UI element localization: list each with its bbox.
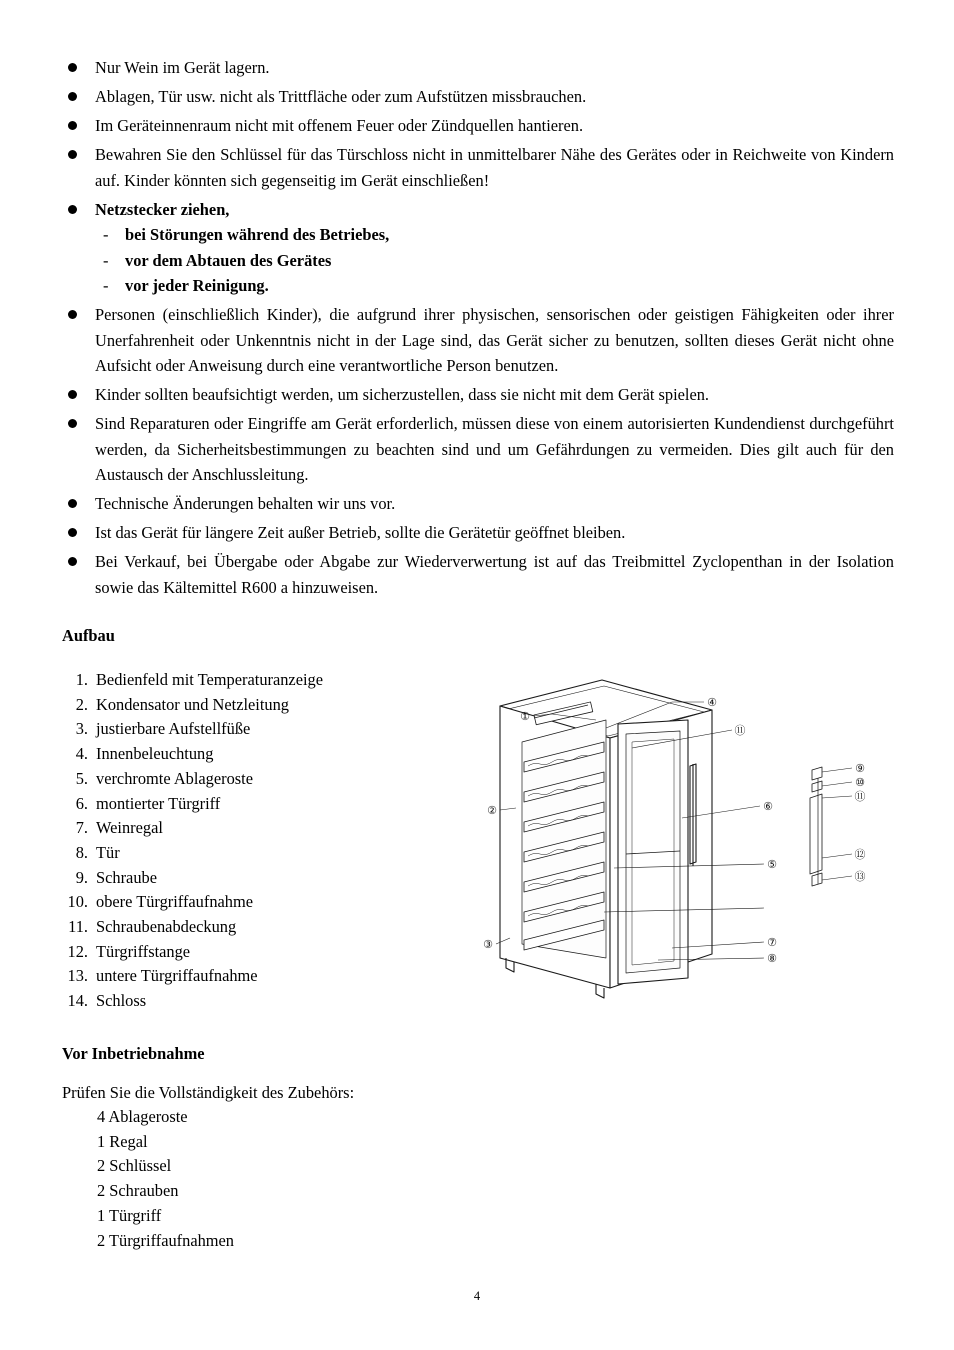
list-item (62, 792, 392, 817)
bullet-dot-icon (68, 499, 77, 508)
part-label: Türgriffstange (96, 941, 191, 961)
sub-list-item (95, 222, 894, 248)
page-number: 4 (473, 1289, 481, 1303)
part-label: Schraubenabdeckung (96, 917, 237, 937)
list-item (62, 693, 392, 718)
list-item (62, 113, 894, 139)
part-label: obere Türgriffaufnahme (96, 892, 254, 912)
list-item-text: Netzstecker ziehen, (95, 199, 230, 219)
callout-6: ⑥ (763, 801, 773, 813)
list-item (62, 940, 392, 965)
list-item (62, 816, 392, 841)
part-number: 11. (68, 917, 88, 937)
list-item: 1 Regal (97, 1131, 148, 1151)
netzstecker-sub-list (95, 222, 894, 299)
list-item-text: Bewahren Sie den Schlüssel für das Türschloss nicht in unmittelbarer Nähe des Gerätes oder in Reichweite von Kindern auf. Kinder könnten sich gegenseitig im Gerät einschließen! (95, 145, 894, 190)
callout-12: ⑫ (854, 849, 866, 861)
part-number: 3. (75, 719, 88, 739)
list-item (62, 55, 894, 81)
list-item: 2 Türgriffaufnahmen (97, 1230, 235, 1250)
list-item: 2 Schlüssel (97, 1156, 172, 1176)
list-item (62, 767, 392, 792)
bullet-dot-icon (68, 310, 77, 319)
part-number: 5. (75, 768, 88, 788)
list-item-text: Ablagen, Tür usw. nicht als Trittfläche oder zum Aufstützen missbrauchen. (95, 87, 587, 106)
callout-4: ④ (707, 697, 717, 709)
part-number: 10. (67, 892, 88, 912)
callout-11-right: ⑪ (854, 791, 866, 803)
bullet-dot-icon (68, 557, 77, 566)
bullet-dot-icon (68, 121, 77, 130)
list-item (62, 411, 894, 488)
list-item-text: Im Geräteinnenraum nicht mit offenem Feuer oder Zündquellen hantieren. (95, 116, 584, 135)
part-label: Innenbeleuchtung (96, 744, 214, 764)
accessories-list (62, 1105, 894, 1253)
list-item-text: Nur Wein im Gerät lagern. (95, 58, 270, 77)
callout-13: ⑬ (854, 871, 866, 883)
part-label: Weinregal (96, 818, 163, 838)
list-item (62, 491, 894, 517)
list-item-text: Ist das Gerät für längere Zeit außer Betrieb, sollte die Gerätetür geöffnet bleiben. (95, 523, 626, 542)
dash-icon: - (103, 225, 109, 244)
callout-9: ⑨ (855, 763, 865, 775)
list-item (62, 841, 392, 866)
part-number: 4. (75, 744, 88, 764)
vor-inbetriebnahme-block (62, 1044, 894, 1253)
list-item: 1 Türgriff (97, 1205, 162, 1225)
list-item: 2 Schrauben (97, 1181, 179, 1201)
bullet-dot-icon (68, 419, 77, 428)
wine-cooler-diagram (382, 658, 892, 1008)
list-item (62, 142, 894, 193)
part-label: justierbare Aufstellfüße (96, 719, 251, 739)
part-number: 8. (75, 842, 88, 862)
callout-8: ⑧ (767, 953, 777, 965)
dash-icon: - (103, 276, 109, 295)
sub-list-item (95, 248, 894, 274)
part-number: 12. (67, 941, 88, 961)
part-number: 7. (75, 818, 88, 838)
part-label: Kondensator und Netzleitung (96, 694, 289, 714)
callout-2: ② (487, 805, 497, 817)
aufbau-block (62, 668, 894, 1018)
callout-11: ⑪ (734, 725, 746, 737)
page-content (62, 55, 894, 1253)
list-item (62, 742, 392, 767)
part-number: 6. (75, 793, 88, 813)
part-label: montierter Türgriff (96, 793, 221, 813)
callout-7: ⑦ (767, 937, 777, 949)
list-item-netzstecker (62, 197, 894, 299)
part-number: 14. (67, 991, 88, 1011)
list-item (62, 989, 392, 1014)
parts-list (62, 668, 392, 1014)
part-number: 9. (75, 867, 88, 887)
list-item (62, 717, 392, 742)
part-label: verchromte Ablageroste (96, 768, 254, 788)
list-item (62, 866, 392, 891)
part-number: 1. (75, 670, 88, 689)
bullet-dot-icon (68, 390, 77, 399)
sub-list-item (95, 273, 894, 299)
list-item-text: Personen (einschließlich Kinder), die aufgrund ihrer physischen, sensorischen oder geistigen Fähigkeiten oder ihrer Unerfahrenheit oder Unkenntnis nicht in der Lage sind, das Gerät sicher zu benutzen, sollten dieses Gerät nicht ohne Aufsicht oder Anweisung durch eine verantwortliche Person benutzen. (95, 305, 894, 375)
list-item-text: Sind Reparaturen oder Eingriffe am Gerät erforderlich, müssen diese von einem autorisierten Kundendienst durchgeführt werden, da Sicherheitsbestimmungen zu beachten sind und um Gefährdungen zu vermeiden. Dies gilt auch für den Austausch der Anschlussleitung. (95, 414, 894, 484)
list-item (62, 964, 392, 989)
safety-bullet-list (62, 55, 894, 600)
part-number: 2. (75, 694, 88, 714)
list-item (62, 668, 392, 693)
bullet-dot-icon (68, 205, 77, 214)
callout-3: ③ (483, 939, 493, 951)
list-item (62, 890, 392, 915)
part-label: Bedienfeld mit Temperaturanzeige (96, 670, 324, 689)
part-label: Schloss (96, 991, 147, 1011)
part-number: 13. (67, 966, 88, 986)
bullet-dot-icon (68, 528, 77, 537)
list-item (62, 302, 894, 379)
section-heading-aufbau: Aufbau (62, 626, 115, 645)
dash-icon: - (103, 250, 109, 270)
callout-1: ① (520, 711, 530, 723)
bullet-dot-icon (68, 150, 77, 159)
section-heading-vor-inbetriebnahme: Vor Inbetriebnahme (62, 1044, 205, 1063)
bullet-dot-icon (68, 63, 77, 72)
sub-list-item-text: vor dem Abtauen des Gerätes (125, 250, 332, 270)
list-item (62, 520, 894, 546)
list-item (62, 549, 894, 600)
list-item (62, 84, 894, 110)
callout-10: ⑩ (855, 777, 865, 789)
part-label: Tür (96, 842, 120, 862)
list-item-text: Bei Verkauf, bei Übergabe oder Abgabe zur Wiederverwertung ist auf das Treibmittel Zyclopenthan in der Isolation sowie das Kältemittel R600 a hinzuweisen. (95, 552, 894, 597)
sub-list-item-text: vor jeder Reinigung. (125, 276, 269, 295)
part-label: Schraube (96, 867, 157, 887)
list-item-text: Technische Änderungen behalten wir uns vor. (95, 494, 396, 513)
callout-5: ⑤ (767, 859, 777, 871)
list-item (62, 382, 894, 408)
list-item-text: Kinder sollten beaufsichtigt werden, um sicherzustellen, dass sie nicht mit dem Gerät spielen. (95, 385, 710, 404)
part-label: untere Türgriffaufnahme (96, 966, 258, 986)
sub-list-item-text: bei Störungen während des Betriebes, (125, 225, 390, 244)
bullet-dot-icon (68, 92, 77, 101)
accessories-intro: Prüfen Sie die Vollständigkeit des Zubehörs: (62, 1083, 355, 1102)
list-item (62, 915, 392, 940)
list-item: 4 Ablageroste (97, 1107, 188, 1126)
